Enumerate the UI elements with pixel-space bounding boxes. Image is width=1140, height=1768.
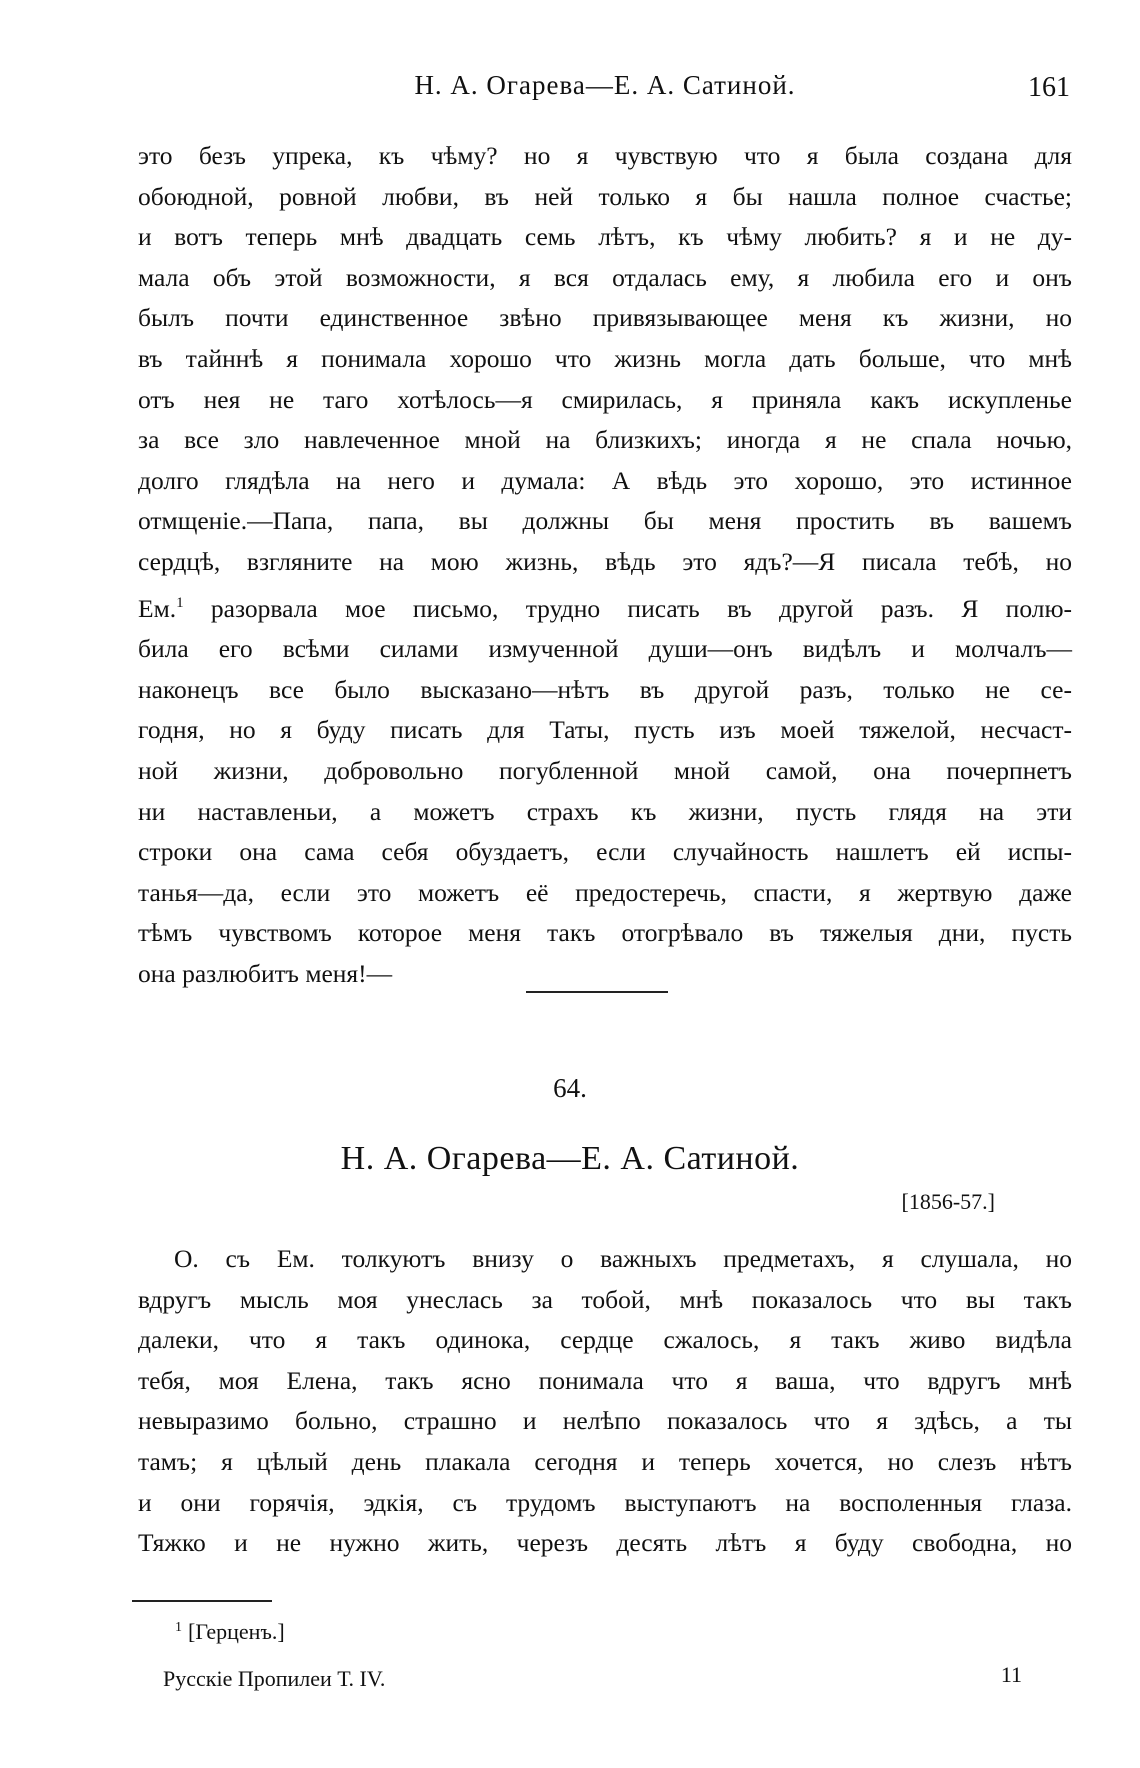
text-line: сердцѣ, взгляните на мою жизнь, вѣдь это ядъ?—Я писала тебѣ, но [138,546,1072,576]
signature-mark: Русскіе Пропилеи Т. IV. [163,1666,386,1691]
running-header [140,70,1070,110]
text-line: отмщеніе.—Папа, папа, вы должны бы меня простить въ вашемъ [138,506,1072,536]
text-line: танья—да, если это можетъ её предостеречь, спасти, я жертвую даже [138,877,1072,907]
section-divider [526,991,668,993]
signature-number: 11 [1000,1662,1022,1687]
text-line: она разлюбитъ меня!— [138,958,393,988]
text-line: былъ почти единственное звѣно привязывающее меня къ жизни, но [138,303,1072,333]
text-line: строки она сама себя обуздаетъ, если случайность нашлетъ ей испы- [138,837,1072,867]
letter-heading: Н. А. Огарева—Е. А. Сатиной. [340,1140,800,1177]
text-line: далеки, что я такъ одинока, сердце сжалось, я такъ живо видѣла [138,1325,1072,1355]
text-line: ной жизни, добровольно погубленной мной самой, она почерпнетъ [138,755,1072,785]
text-line: О. съ Ем. толкуютъ внизу о важныхъ предметахъ, я слушала, но [174,1244,1072,1273]
running-title: Н. А. Огарева—Е. А. Сатиной. [414,70,796,100]
text-line: мала объ этой возможности, я вся отдалась ему, я любила его и онъ [138,262,1072,292]
letter-date: [1856-57.] [901,1189,995,1214]
footnote-reference: 1 [176,594,184,611]
body-text-top [138,136,1072,994]
text-fragment: разорвала мое письмо, трудно писать въ другой разъ. Я полю- [183,593,1072,623]
text-line: тамъ; я цѣлый день плакала сегодня и теперь хочется, но слезъ нѣтъ [138,1446,1072,1476]
page-number: 161 [1028,72,1070,103]
text-line: годня, но я буду писать для Таты, пусть изъ моей тяжелой, несчаст- [138,715,1072,745]
footnote-mark: 1 [175,1620,182,1635]
text-line: отъ нея не таго хотѣлось—я смирилась, я приняла какъ искупленье [138,384,1072,414]
footnote-rule [132,1600,272,1602]
text-line: ни наставленьи, а можетъ страхъ къ жизни, пусть глядя на эти [138,796,1072,826]
text-line: Тяжко и не нужно жить, черезъ десять лѣтъ я буду свободна, но [138,1528,1072,1558]
text-line: тѣмъ чувствомъ которое меня такъ отогрѣвало въ тяжелыя дни, пусть [138,918,1072,948]
text-line: и вотъ теперь мнѣ двадцать семь лѣтъ, къ чѣму любить? я и не ду- [138,222,1072,252]
text-line-with-footnote [138,583,1072,630]
text-line: тебя, моя Елена, такъ ясно понимала что я ваша, что вдругъ мнѣ [138,1365,1072,1395]
text-line: за все зло навлеченное мной на близкихъ; иногда я не спала ночью, [138,425,1072,455]
letter-body [138,1239,1072,1564]
letter-number: 64. [553,1073,587,1103]
text-line: въ тайннѣ я понимала хорошо что жизнь могла дать больше, что мнѣ [138,343,1072,373]
text-line: и они горячія, эдкія, съ трудомъ выступаютъ на восполенныя глаза. [138,1487,1072,1517]
text-line: наконецъ все было высказано—нѣтъ въ другой разъ, только не се- [138,674,1072,704]
text-line: невыразимо больно, страшно и нелѣпо показалось что я здѣсь, а ты [138,1406,1072,1436]
text-line: вдругъ мысль моя унеслась за тобой, мнѣ показалось что вы такъ [138,1284,1072,1314]
footnote [175,1619,285,1645]
text-line: била его всѣми силами измученной души—онъ видѣлъ и молчалъ— [138,634,1072,664]
text-line: обоюдной, ровной любви, въ ней только я бы нашла полное счастье; [138,181,1072,211]
text-line: это безъ упрека, къ чѣму? но я чувствую что я была создана для [138,141,1072,170]
footnote-text: [Герценъ.] [188,1619,285,1644]
text-fragment: Ем. [138,593,177,623]
text-line: долго глядѣла на него и думала: А вѣдь это хорошо, это истинное [138,465,1072,495]
